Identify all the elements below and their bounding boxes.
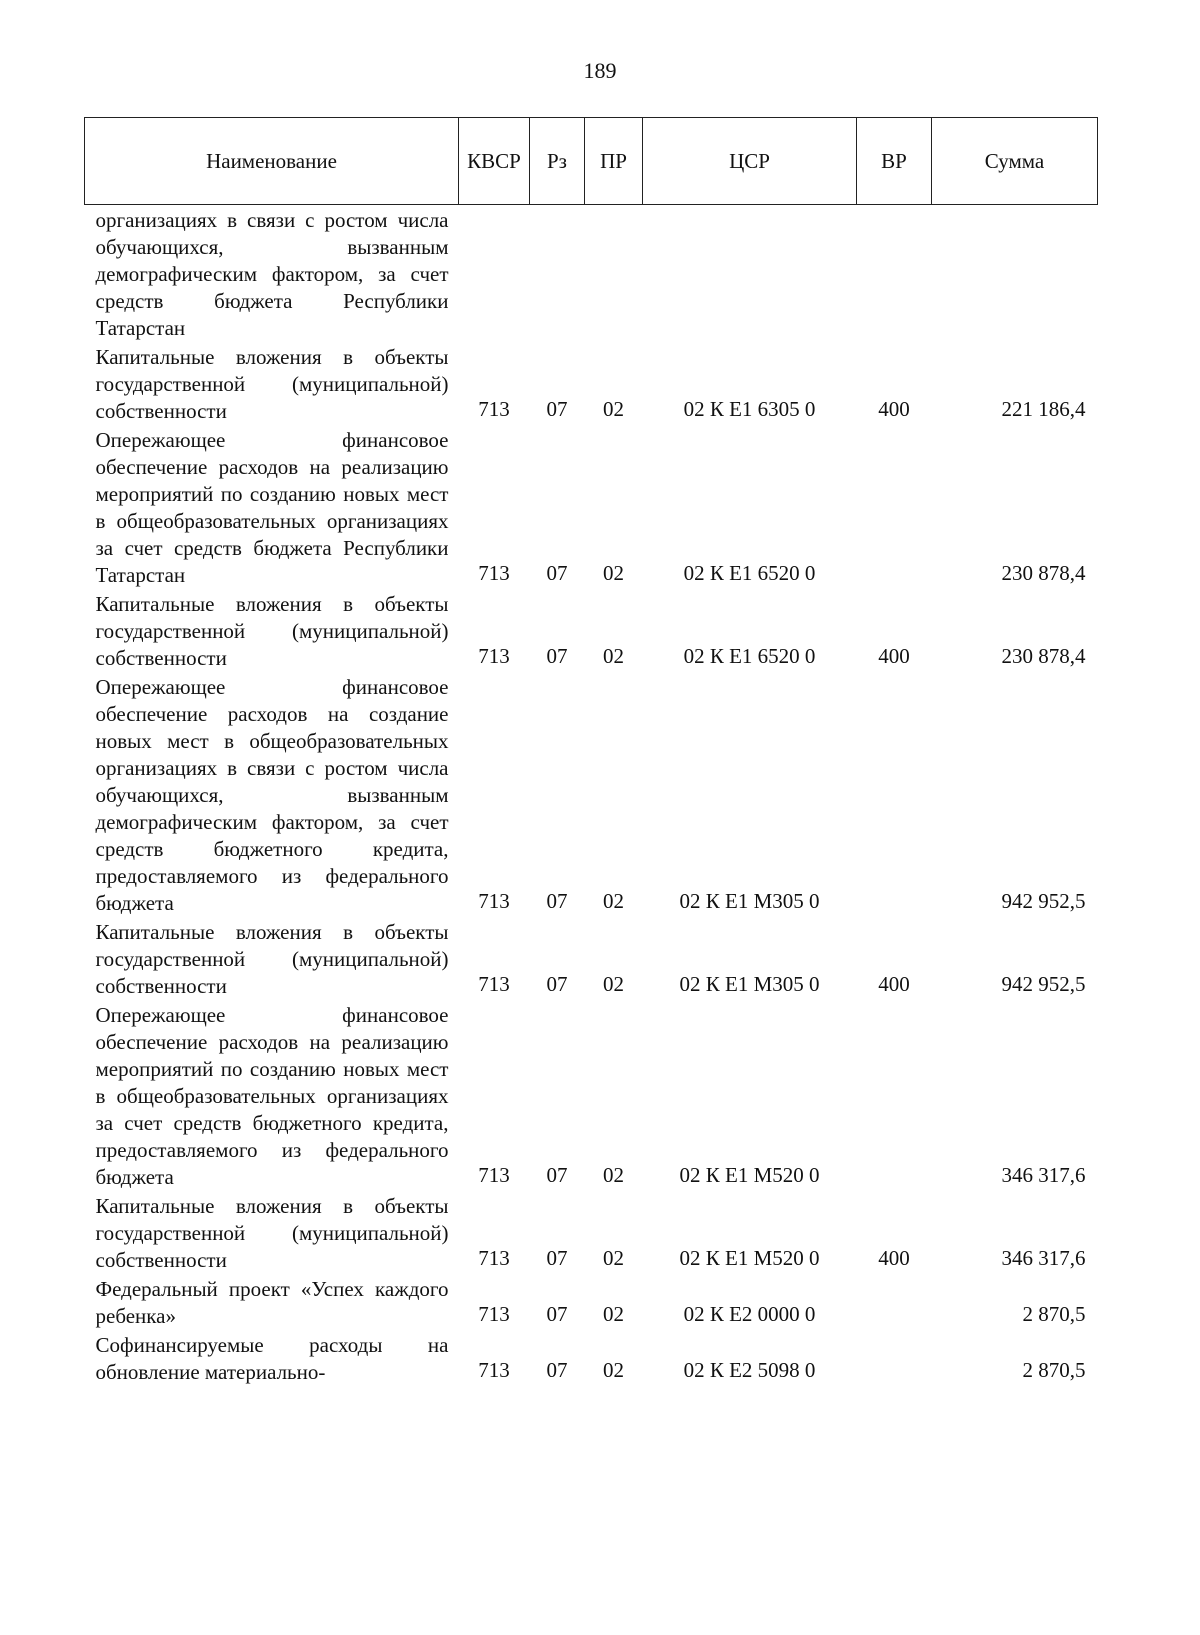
cell-name: Федеральный проект «Успех каждого ребенка» (95, 1277, 449, 1328)
cell-kvsr: 713 (478, 561, 510, 585)
cell-vr (857, 427, 932, 591)
cell-csr: 02 К Е2 5098 0 (683, 1358, 816, 1382)
table-row (85, 427, 1098, 591)
table-header (85, 118, 1098, 205)
cell-sum: 230 878,4 (1001, 561, 1086, 585)
cell-rz: 07 (546, 1358, 568, 1382)
cell-sum: 346 317,6 (1001, 1163, 1086, 1187)
cell-sum: 2 870,5 (1022, 1358, 1086, 1382)
header-vr: ВР (857, 118, 932, 205)
table-row (85, 1002, 1098, 1193)
cell-pr: 02 (603, 1302, 624, 1326)
cell-pr: 02 (603, 644, 624, 668)
cell-sum: 942 952,5 (1001, 972, 1086, 996)
header-kvsr: КВСР (459, 118, 530, 205)
cell-sum: 346 317,6 (1001, 1246, 1086, 1270)
cell-name: организациях в связи с ростом числа обучающихся, вызванным демографическим фактором, за счет средств бюджета Республики Татарстан (95, 208, 449, 340)
cell-rz: 07 (546, 889, 568, 913)
cell-sum: 230 878,4 (1001, 644, 1086, 668)
cell-kvsr: 713 (478, 397, 510, 421)
cell-csr: 02 К Е1 М305 0 (679, 889, 820, 913)
cell-kvsr: 713 (478, 1358, 510, 1382)
cell-rz: 07 (546, 1246, 568, 1270)
table-row (85, 1276, 1098, 1332)
cell-vr (857, 674, 932, 919)
cell-vr (857, 1002, 932, 1193)
cell-sum: 942 952,5 (1001, 889, 1086, 913)
cell-sum (932, 205, 1098, 345)
cell-pr (585, 205, 643, 345)
cell-pr: 02 (603, 1358, 624, 1382)
cell-csr: 02 К Е1 6305 0 (683, 397, 816, 421)
cell-pr: 02 (603, 561, 624, 585)
cell-rz: 07 (546, 972, 568, 996)
cell-sum: 2 870,5 (1022, 1302, 1086, 1326)
header-csr: ЦСР (643, 118, 857, 205)
cell-pr: 02 (603, 1246, 624, 1270)
cell-name: Капитальные вложения в объекты государственной (муниципальной) собственности (95, 345, 449, 423)
cell-rz (530, 205, 585, 345)
cell-kvsr: 713 (478, 1302, 510, 1326)
cell-kvsr: 713 (478, 1163, 510, 1187)
cell-csr: 02 К Е1 М305 0 (679, 972, 820, 996)
cell-csr: 02 К Е1 М520 0 (679, 1163, 820, 1187)
cell-name: Капитальные вложения в объекты государственной (муниципальной) собственности (95, 920, 449, 998)
cell-name: Опережающее финансовое обеспечение расходов на реализацию мероприятий по созданию новых мест в общеобразовательных организациях за счет средств бюджета Республики Татарстан (95, 428, 449, 587)
cell-csr: 02 К Е1 М520 0 (679, 1246, 820, 1270)
cell-csr: 02 К Е1 6520 0 (683, 644, 816, 668)
header-pr: ПР (585, 118, 643, 205)
cell-kvsr (459, 205, 530, 345)
cell-vr: 400 (878, 644, 910, 668)
cell-name: Опережающее финансовое обеспечение расходов на реализацию мероприятий по созданию новых мест в общеобразовательных организациях за счет средств бюджетного кредита, предоставляемого из федерального бюджета (95, 1003, 449, 1189)
table-row (85, 1193, 1098, 1276)
table-row (85, 591, 1098, 674)
budget-table (84, 117, 1098, 1388)
cell-name: Опережающее финансовое обеспечение расходов на создание новых мест в общеобразовательных организациях в связи с ростом числа обучающихся, вызванным демографическим фактором, за счет средств бюджетного кредита, предоставляемого из федерального бюджета (95, 675, 449, 915)
cell-kvsr: 713 (478, 972, 510, 996)
header-sum: Сумма (932, 118, 1098, 205)
header-name: Наименование (85, 118, 459, 205)
table-row (85, 674, 1098, 919)
page-number: 189 (583, 58, 617, 83)
cell-vr (857, 1332, 932, 1388)
cell-vr: 400 (878, 1246, 910, 1270)
cell-kvsr: 713 (478, 889, 510, 913)
cell-name: Капитальные вложения в объекты государственной (муниципальной) собственности (95, 592, 449, 670)
cell-vr (857, 205, 932, 345)
table-row (85, 205, 1098, 345)
cell-csr (643, 205, 857, 345)
cell-rz: 07 (546, 397, 568, 421)
cell-rz: 07 (546, 561, 568, 585)
cell-vr: 400 (878, 397, 910, 421)
cell-pr: 02 (603, 397, 624, 421)
cell-csr: 02 К Е1 6520 0 (683, 561, 816, 585)
cell-csr: 02 К Е2 0000 0 (683, 1302, 816, 1326)
cell-vr: 400 (878, 972, 910, 996)
cell-rz: 07 (546, 644, 568, 668)
cell-name: Капитальные вложения в объекты государственной (муниципальной) собственности (95, 1194, 449, 1272)
cell-pr: 02 (603, 972, 624, 996)
header-rz: Рз (530, 118, 585, 205)
cell-rz: 07 (546, 1302, 568, 1326)
table-row (85, 344, 1098, 427)
cell-kvsr: 713 (478, 644, 510, 668)
table-body (85, 205, 1098, 1389)
table-row (85, 919, 1098, 1002)
cell-pr: 02 (603, 1163, 624, 1187)
cell-rz: 07 (546, 1163, 568, 1187)
cell-vr (857, 1276, 932, 1332)
cell-name: Софинансируемые расходы на обновление материально- (95, 1333, 449, 1384)
cell-sum: 221 186,4 (1001, 397, 1086, 421)
cell-kvsr: 713 (478, 1246, 510, 1270)
table-row (85, 1332, 1098, 1388)
cell-pr: 02 (603, 889, 624, 913)
